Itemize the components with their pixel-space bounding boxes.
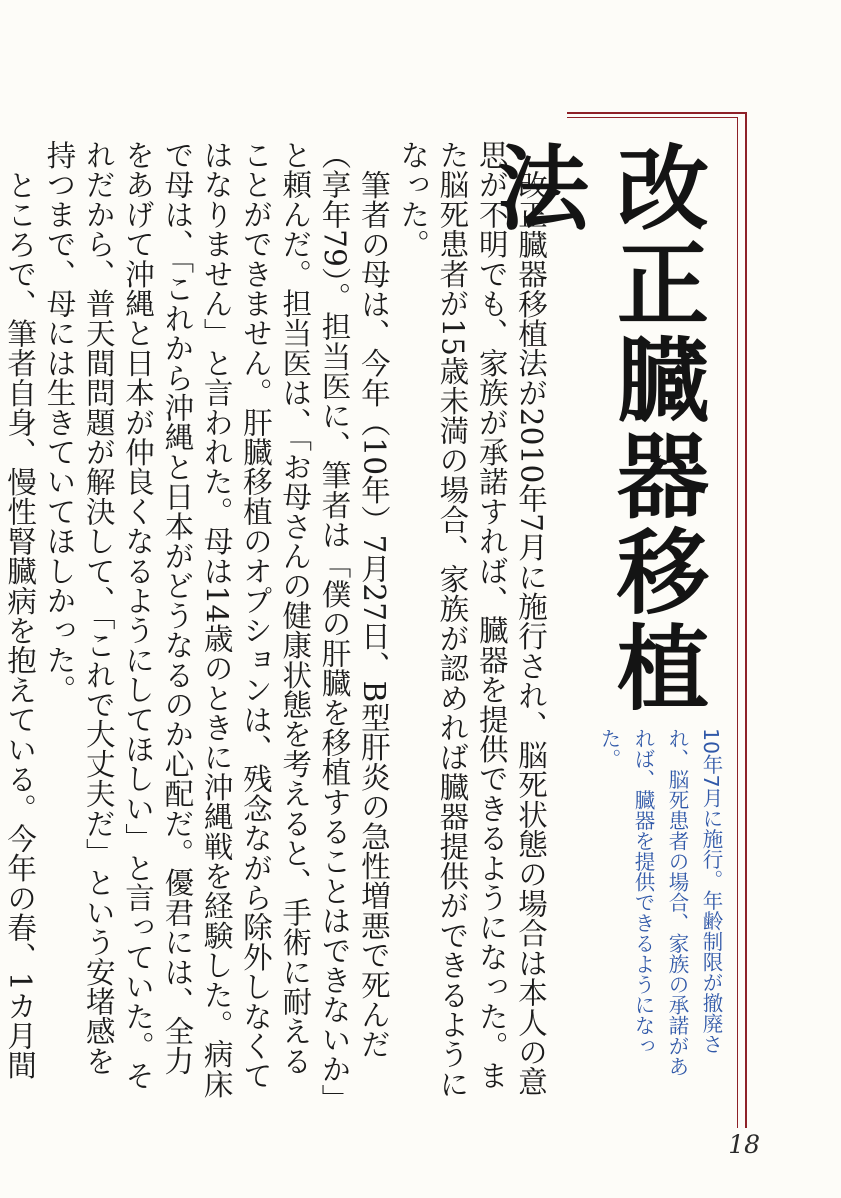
frame-top-rule-inner xyxy=(567,117,738,118)
paragraph-2: 筆者の母は、今年（10年）7月27日、B型肝炎の急性増悪で死んだ（享年79）。担当医に、筆者は「僕の肝臓を移植することはできないか」と頼んだ。担当医は、「お母さんの健康状態を考えると、手術に耐えることができません。肝臓移植のオプションは、残念ながら除外しなくてはなりません」と言われた。母は14歳のときに沖縄戦を経験した。病床で母は、「これから沖縄と日本がどうなるのか心配だ。優君には、全力をあげて沖縄と日本が仲良くなるようにしてほしい」と言っていた。それだから、普天間問題が解決して、「これで大丈夫だ」という安堵感を持つまで、母には生きていてほしかった。 xyxy=(42,140,391,1099)
paragraph-1: 改正臓器移植法が2010年7月に施行され、脳死状態の場合は本人の意思が不明でも、家族が承諾すれば、臓器を提供できるようになった。また脳死患者が15歳未満の場合、家族が認めれば臓器提供ができるようになった。 xyxy=(396,140,548,1099)
frame-right-rule-inner xyxy=(737,117,738,1128)
frame-top-rule-outer xyxy=(567,112,747,114)
paragraph-3: ところで、筆者自身、慢性腎臓病を抱えている。今年の春、1カ月間 xyxy=(3,169,38,1080)
frame-right-rule-outer xyxy=(745,112,747,1128)
body-text xyxy=(3,140,550,1100)
term-title: 改正臓器移植法 xyxy=(482,140,709,716)
term-caption: 10年7月に施行。年齢制限が撤廃され、脳死患者の場合、家族の承諾があれば、臓器を提供できるようになった。 xyxy=(597,728,723,1077)
page-number: 18 xyxy=(728,1130,760,1159)
